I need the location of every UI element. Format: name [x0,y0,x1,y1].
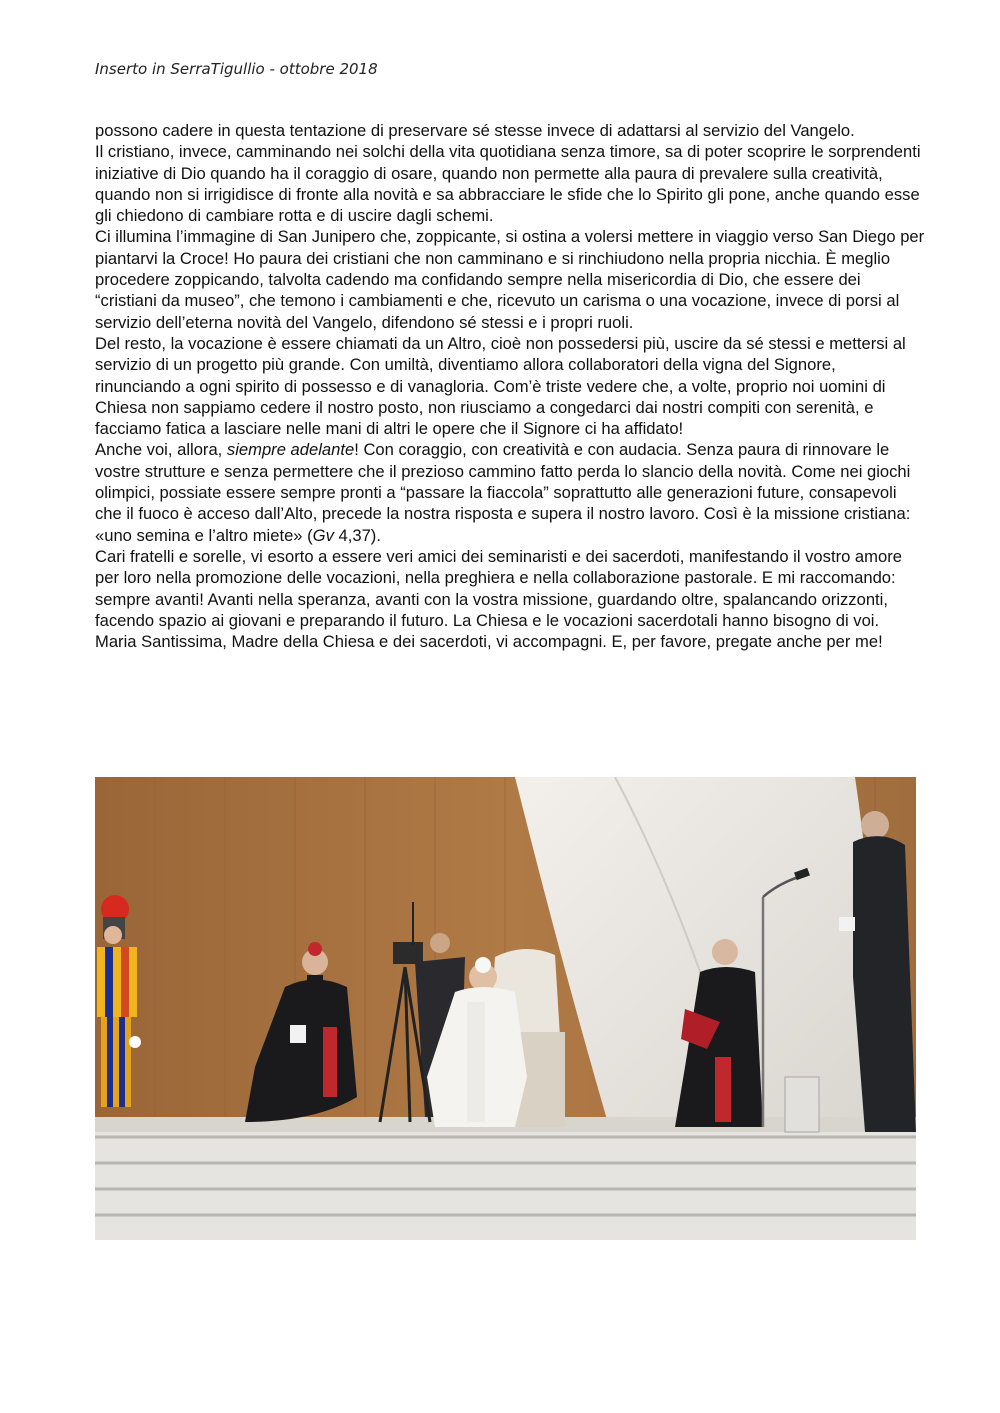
bible-reference-book: Gv [312,525,334,545]
audience-photo [95,777,916,1240]
paragraph [95,439,925,545]
paragraph-text: ! Con coraggio, con creatività e con audacia. Senza paura di rinnovare le vostre strutture e senza permettere che il prezioso cammino fatto perda lo slancio della novità. Come nei giochi olimpici, possiate essere sempre pronti a “passare la fiaccola” soprattutto alle generazioni future, consapevoli che il fuoco è acceso dall’Alto, precede la nostra risposta e supera il nostro lavoro. Così è la missione cristiana: «uno semina e l’altro miete» ( [95,440,911,545]
speaker-box [785,1077,819,1132]
paragraph-text: 4,37). [333,525,381,545]
paragraph: Del resto, la vocazione è essere chiamati da un Altro, cioè non possedersi più, uscire da sé stessi e mettersi al servizio di un progetto più grande. Con umiltà, diventiamo allora collaboratori della vigna del Signore, rinunciando a ogni spirito di possesso e di vanagloria. Com’è triste vedere che, a volte, proprio noi uomini di Chiesa non sappiamo cedere il nostro posto, non riusciamo a congedarci dai nostri compiti con serenità, e facciamo fatica a lasciare nelle mani di altri le opere che il Signore ci ha affidato! [95,333,906,439]
marble-steps [95,1132,916,1240]
paragraph: Ci illumina l’immagine di San Junipero che, zoppicante, si ostina a volersi mettere in viaggio verso San Diego per piantarvi la Croce! Ho paura dei cristiani che non camminano e si rinchiudono nella propria nicchia. È meglio procedere zoppicando, talvolta cadendo ma confidando sempre nella misericordia di Dio, che essere dei “cristiani da museo”, che temono i cambiamenti e che, ricevuto un carisma o una vocazione, invece di porsi al servizio dell’eterna novità del Vangelo, difendono sé stessi e i propri ruoli. [95,227,925,332]
article-body [95,120,925,652]
paragraph: Cari fratelli e sorelle, vi esorto a essere veri amici dei seminaristi e dei sacerdoti, manifestando il vostro amore per loro nella promozione delle vocazioni, nella preghiera e nella collaborazione pastorale. E mi raccomando: sempre avanti! Avanti nella speranza, avanti con la vostra missione, guardando oltre, spalancando orizzonti, facendo spazio ai giovani e preparando il futuro. La Chiesa e le vocazioni sacerdotali hanno bisogno di voi. Maria Santissima, Madre della Chiesa e dei sacerdoti, vi accompagni. E, per favore, pregate anche per me! [95,546,902,652]
paragraph-text: Anche voi, allora, [95,440,227,460]
italic-phrase: siempre adelante [226,440,355,460]
paragraph: possono cadere in questa tentazione di preservare sé stesse invece di adattarsi al servizio del Vangelo. [95,121,855,140]
page-header: Inserto in SerraTigullio - ottobre 2018 [95,60,378,78]
paragraph: Il cristiano, invece, camminando nei solchi della vita quotidiana senza timore, sa di poter scoprire le sorprendenti iniziative di Dio quando ha il coraggio di osare, quando non permette alla paura di prevalere sulla creatività, quando non si irrigidisce di fronte alla novità e sa abbracciare le sfide che lo Spirito gli pone, anche quando esse gli chiedono di cambiare rotta e di uscire dagli schemi. [95,142,921,226]
